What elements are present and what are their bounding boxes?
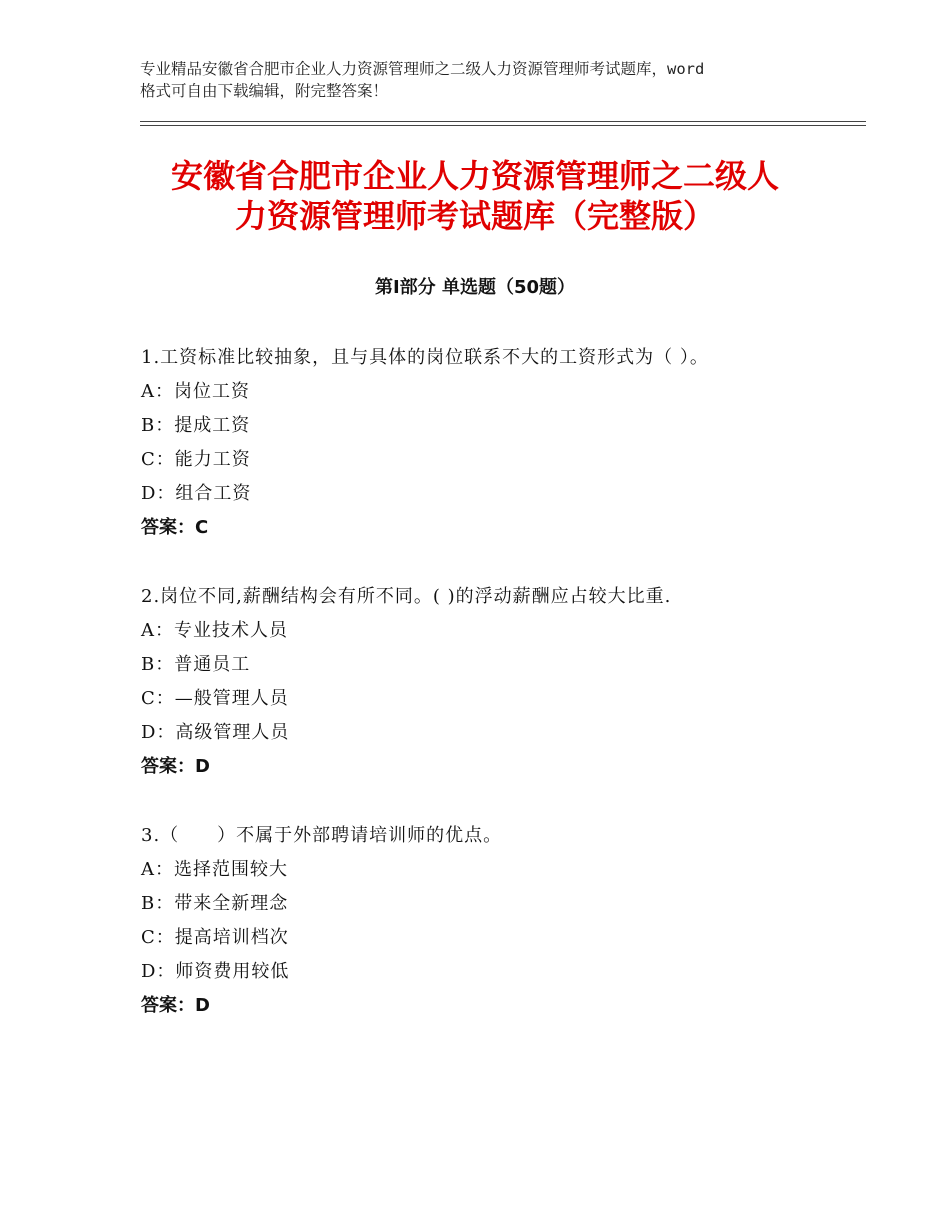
option-b: B：普通员工 [141, 654, 251, 675]
question-stem: 3.（ ）不属于外部聘请培训师的优点。 [141, 825, 503, 846]
question-3 [141, 819, 861, 1023]
option-d: D：师资费用较低 [141, 961, 290, 982]
option-d: D：高级管理人员 [141, 722, 290, 743]
option-c: C：能力工资 [141, 449, 251, 470]
header-note-line-2: 格式可自由下载编辑，附完整答案！ [140, 82, 389, 100]
question-stem: 2.岗位不同,薪酬结构会有所不同。( )的浮动薪酬应占较大比重. [141, 586, 672, 607]
option-c: C：提高培训档次 [141, 927, 289, 948]
answer: 答案：D [141, 756, 210, 777]
section-heading: 第Ⅰ部分 单选题（50题） [374, 277, 575, 298]
question-stem: 1.工资标准比较抽象，且与具体的岗位联系不大的工资形式为（ ）。 [141, 347, 709, 368]
header-note [140, 58, 830, 102]
header-divider-bottom [140, 125, 866, 126]
document-title [100, 156, 850, 236]
option-c: C：—般管理人员 [141, 688, 289, 709]
question-1 [141, 341, 861, 545]
option-b: B：提成工资 [141, 415, 251, 436]
header-divider-top [140, 121, 866, 122]
document-title-line-2: 力资源管理师考试题库（完整版） [234, 197, 715, 235]
option-a: A：岗位工资 [141, 381, 250, 402]
document-title-line-1: 安徽省合肥市企业人力资源管理师之二级人 [170, 157, 779, 195]
question-2 [141, 580, 861, 784]
answer: 答案：D [141, 995, 210, 1016]
option-b: B：带来全新理念 [141, 893, 289, 914]
option-d: D：组合工资 [141, 483, 252, 504]
option-a: A：专业技术人员 [141, 620, 288, 641]
option-a: A：选择范围较大 [141, 859, 288, 880]
answer: 答案：C [141, 517, 209, 538]
header-note-line-1: 专业精品安徽省合肥市企业人力资源管理师之二级人力资源管理师考试题库，word [140, 60, 705, 78]
